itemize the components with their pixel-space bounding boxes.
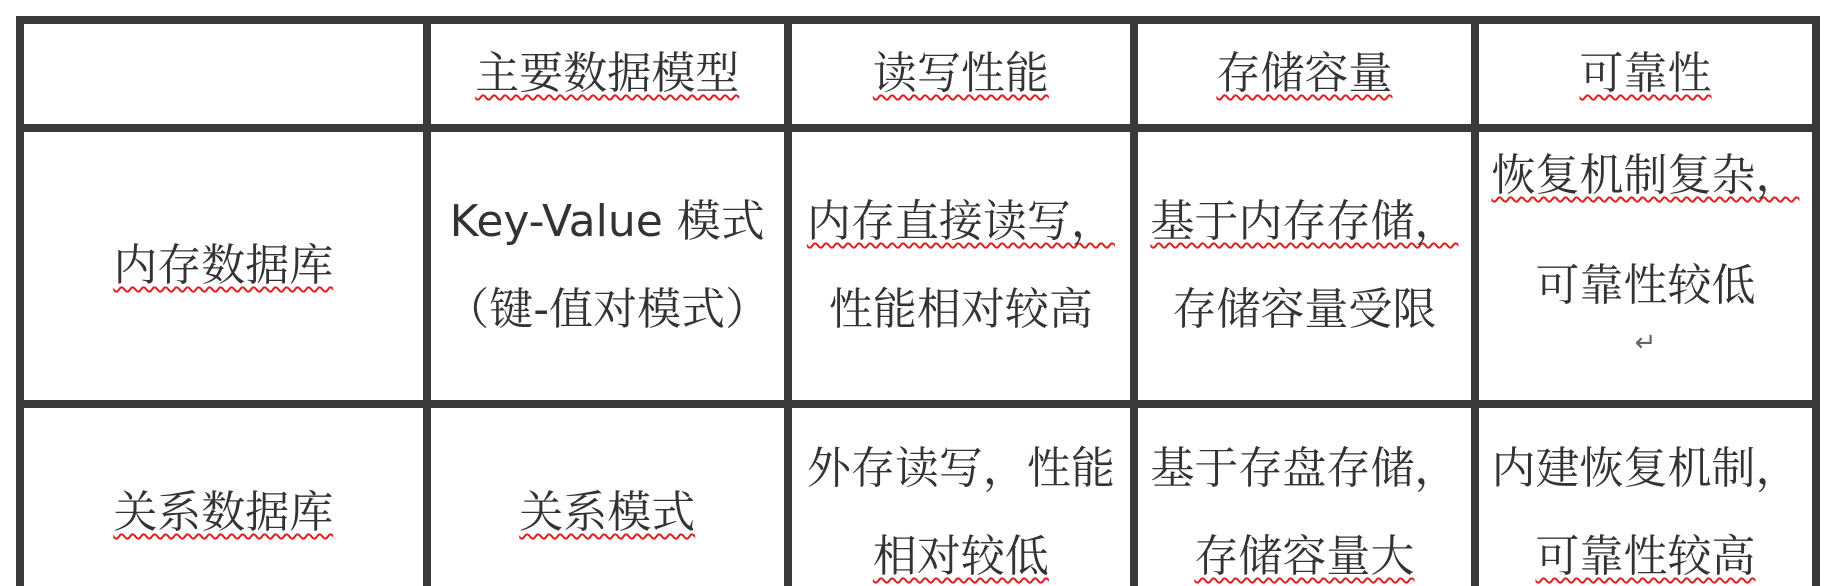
- table-row-memory-db: [24, 132, 1812, 400]
- performance-line-2: 性能相对较高: [828, 284, 1093, 335]
- performance-line-1: 外存读写，性能: [806, 443, 1115, 494]
- model-line-1: Key-Value 模式: [449, 196, 765, 247]
- header-model-text: 主要数据模型: [475, 48, 740, 99]
- header-capacity-text: 存储容量: [1216, 48, 1393, 99]
- row-label-cell: [24, 408, 423, 586]
- row-label-cell: [24, 132, 423, 400]
- header-performance-text: 读写性能: [872, 48, 1049, 99]
- header-row: [24, 24, 1812, 124]
- header-reliability-text: 可靠性: [1579, 48, 1712, 99]
- capacity-cell: [1138, 408, 1471, 586]
- row-label-text: 内存数据库: [113, 240, 334, 291]
- comparison-table: [16, 16, 1820, 586]
- header-cell-model: [431, 24, 784, 124]
- model-cell: [431, 132, 784, 400]
- header-cell-capacity: [1138, 24, 1471, 124]
- capacity-cell: [1138, 132, 1471, 400]
- header-cell-performance: [792, 24, 1130, 124]
- performance-line-2: 相对较低: [872, 531, 1049, 582]
- capacity-line-2: 存储容量大: [1194, 531, 1415, 582]
- performance-cell: [792, 132, 1130, 400]
- reliability-line-1: 恢复机制复杂，: [1491, 150, 1800, 201]
- header-cell-reliability: [1479, 24, 1812, 124]
- model-text: 关系模式: [519, 487, 696, 538]
- reliability-cell: [1479, 132, 1812, 400]
- table-row-relational-db: [24, 408, 1812, 586]
- reliability-line-2: 可靠性较低: [1535, 260, 1756, 311]
- capacity-line-1: 基于内存存储，: [1150, 196, 1459, 247]
- model-cell: [431, 408, 784, 586]
- reliability-cell: [1479, 408, 1812, 586]
- performance-line-1: 内存直接读写，: [806, 196, 1115, 247]
- paragraph-mark-icon: ↵: [1634, 328, 1657, 358]
- row-label-text: 关系数据库: [113, 487, 334, 538]
- model-line-2: （键-值对模式）: [445, 284, 770, 335]
- capacity-line-1: 基于存盘存储，: [1150, 443, 1459, 494]
- capacity-line-2: 存储容量受限: [1172, 284, 1437, 335]
- reliability-line-2: 可靠性较高: [1535, 531, 1756, 582]
- header-cell-empty: [24, 24, 423, 124]
- reliability-line-1: 内建恢复机制，: [1491, 443, 1800, 494]
- reliability-line-2-wrap: [1535, 242, 1755, 378]
- performance-cell: [792, 408, 1130, 586]
